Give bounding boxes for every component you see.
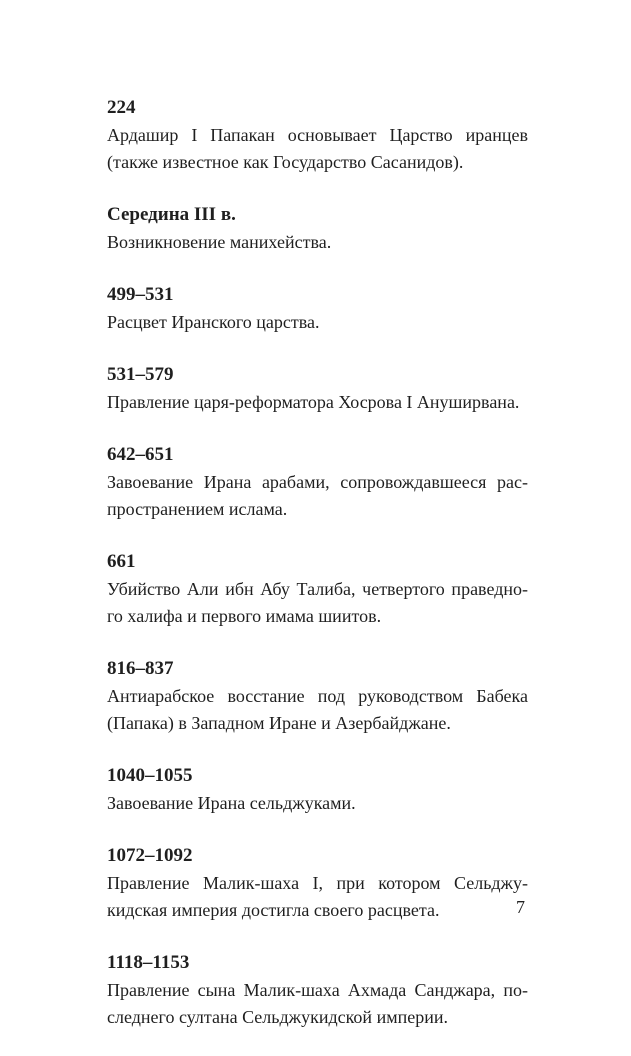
entry-text-line: следнего султана Сельджукидской империи. bbox=[107, 1007, 448, 1027]
entry-text-line: кидская империя достигла своего расцвета. bbox=[107, 900, 440, 920]
entry-224 bbox=[107, 94, 528, 176]
chronology-page bbox=[107, 94, 528, 1056]
entry-text-line: го халифа и первого имама шиитов. bbox=[107, 606, 382, 626]
entry-year: 661 bbox=[107, 551, 136, 572]
entry-text-line: Расцвет Иранского царства. bbox=[107, 312, 320, 332]
entry-year: 642–651 bbox=[107, 444, 174, 465]
entry-text-line: пространением ислама. bbox=[107, 499, 288, 519]
entry-text-line: Убийство Али ибн Абу Талиба, четвертого праведно- bbox=[107, 579, 528, 599]
entry-text-line: (также известное как Государство Сасанидов). bbox=[107, 152, 464, 172]
entry-year: 224 bbox=[107, 97, 136, 118]
page-number: 7 bbox=[516, 897, 525, 917]
entry-year: Середина III в. bbox=[107, 204, 236, 225]
entry-text-line: Завоевание Ирана арабами, сопровождавшееся рас- bbox=[107, 472, 528, 492]
entry-text-line: Правление царя-реформатора Хосрова I Ануширвана. bbox=[107, 392, 520, 412]
entry-text-line: Возникновение манихейства. bbox=[107, 232, 332, 252]
entry-year: 816–837 bbox=[107, 658, 174, 679]
entry-816-837 bbox=[107, 655, 528, 737]
entry-499-531 bbox=[107, 281, 528, 336]
entry-531-579 bbox=[107, 361, 528, 416]
entry-642-651 bbox=[107, 441, 528, 523]
entry-mid-3rd-century bbox=[107, 201, 528, 256]
entry-text-line: Завоевание Ирана сельджуками. bbox=[107, 793, 356, 813]
entry-year: 499–531 bbox=[107, 284, 174, 305]
entry-text-line: Правление сына Малик-шаха Ахмада Санджара, по- bbox=[107, 980, 528, 1000]
entry-year: 1072–1092 bbox=[107, 845, 193, 866]
entry-1072-1092 bbox=[107, 842, 528, 924]
entry-text-line: Антиарабское восстание под руководством Бабека bbox=[107, 686, 528, 706]
entry-1118-1153 bbox=[107, 949, 528, 1031]
entry-text-line: (Папака) в Западном Иране и Азербайджане. bbox=[107, 713, 451, 733]
entry-year: 1118–1153 bbox=[107, 952, 190, 973]
entry-year: 531–579 bbox=[107, 364, 174, 385]
entry-661 bbox=[107, 548, 528, 630]
entry-year: 1040–1055 bbox=[107, 765, 193, 786]
entry-text-line: Ардашир I Папакан основывает Царство иранцев bbox=[107, 125, 528, 145]
entry-1040-1055 bbox=[107, 762, 528, 817]
entry-text-line: Правление Малик-шаха I, при котором Сельджу- bbox=[107, 873, 528, 893]
